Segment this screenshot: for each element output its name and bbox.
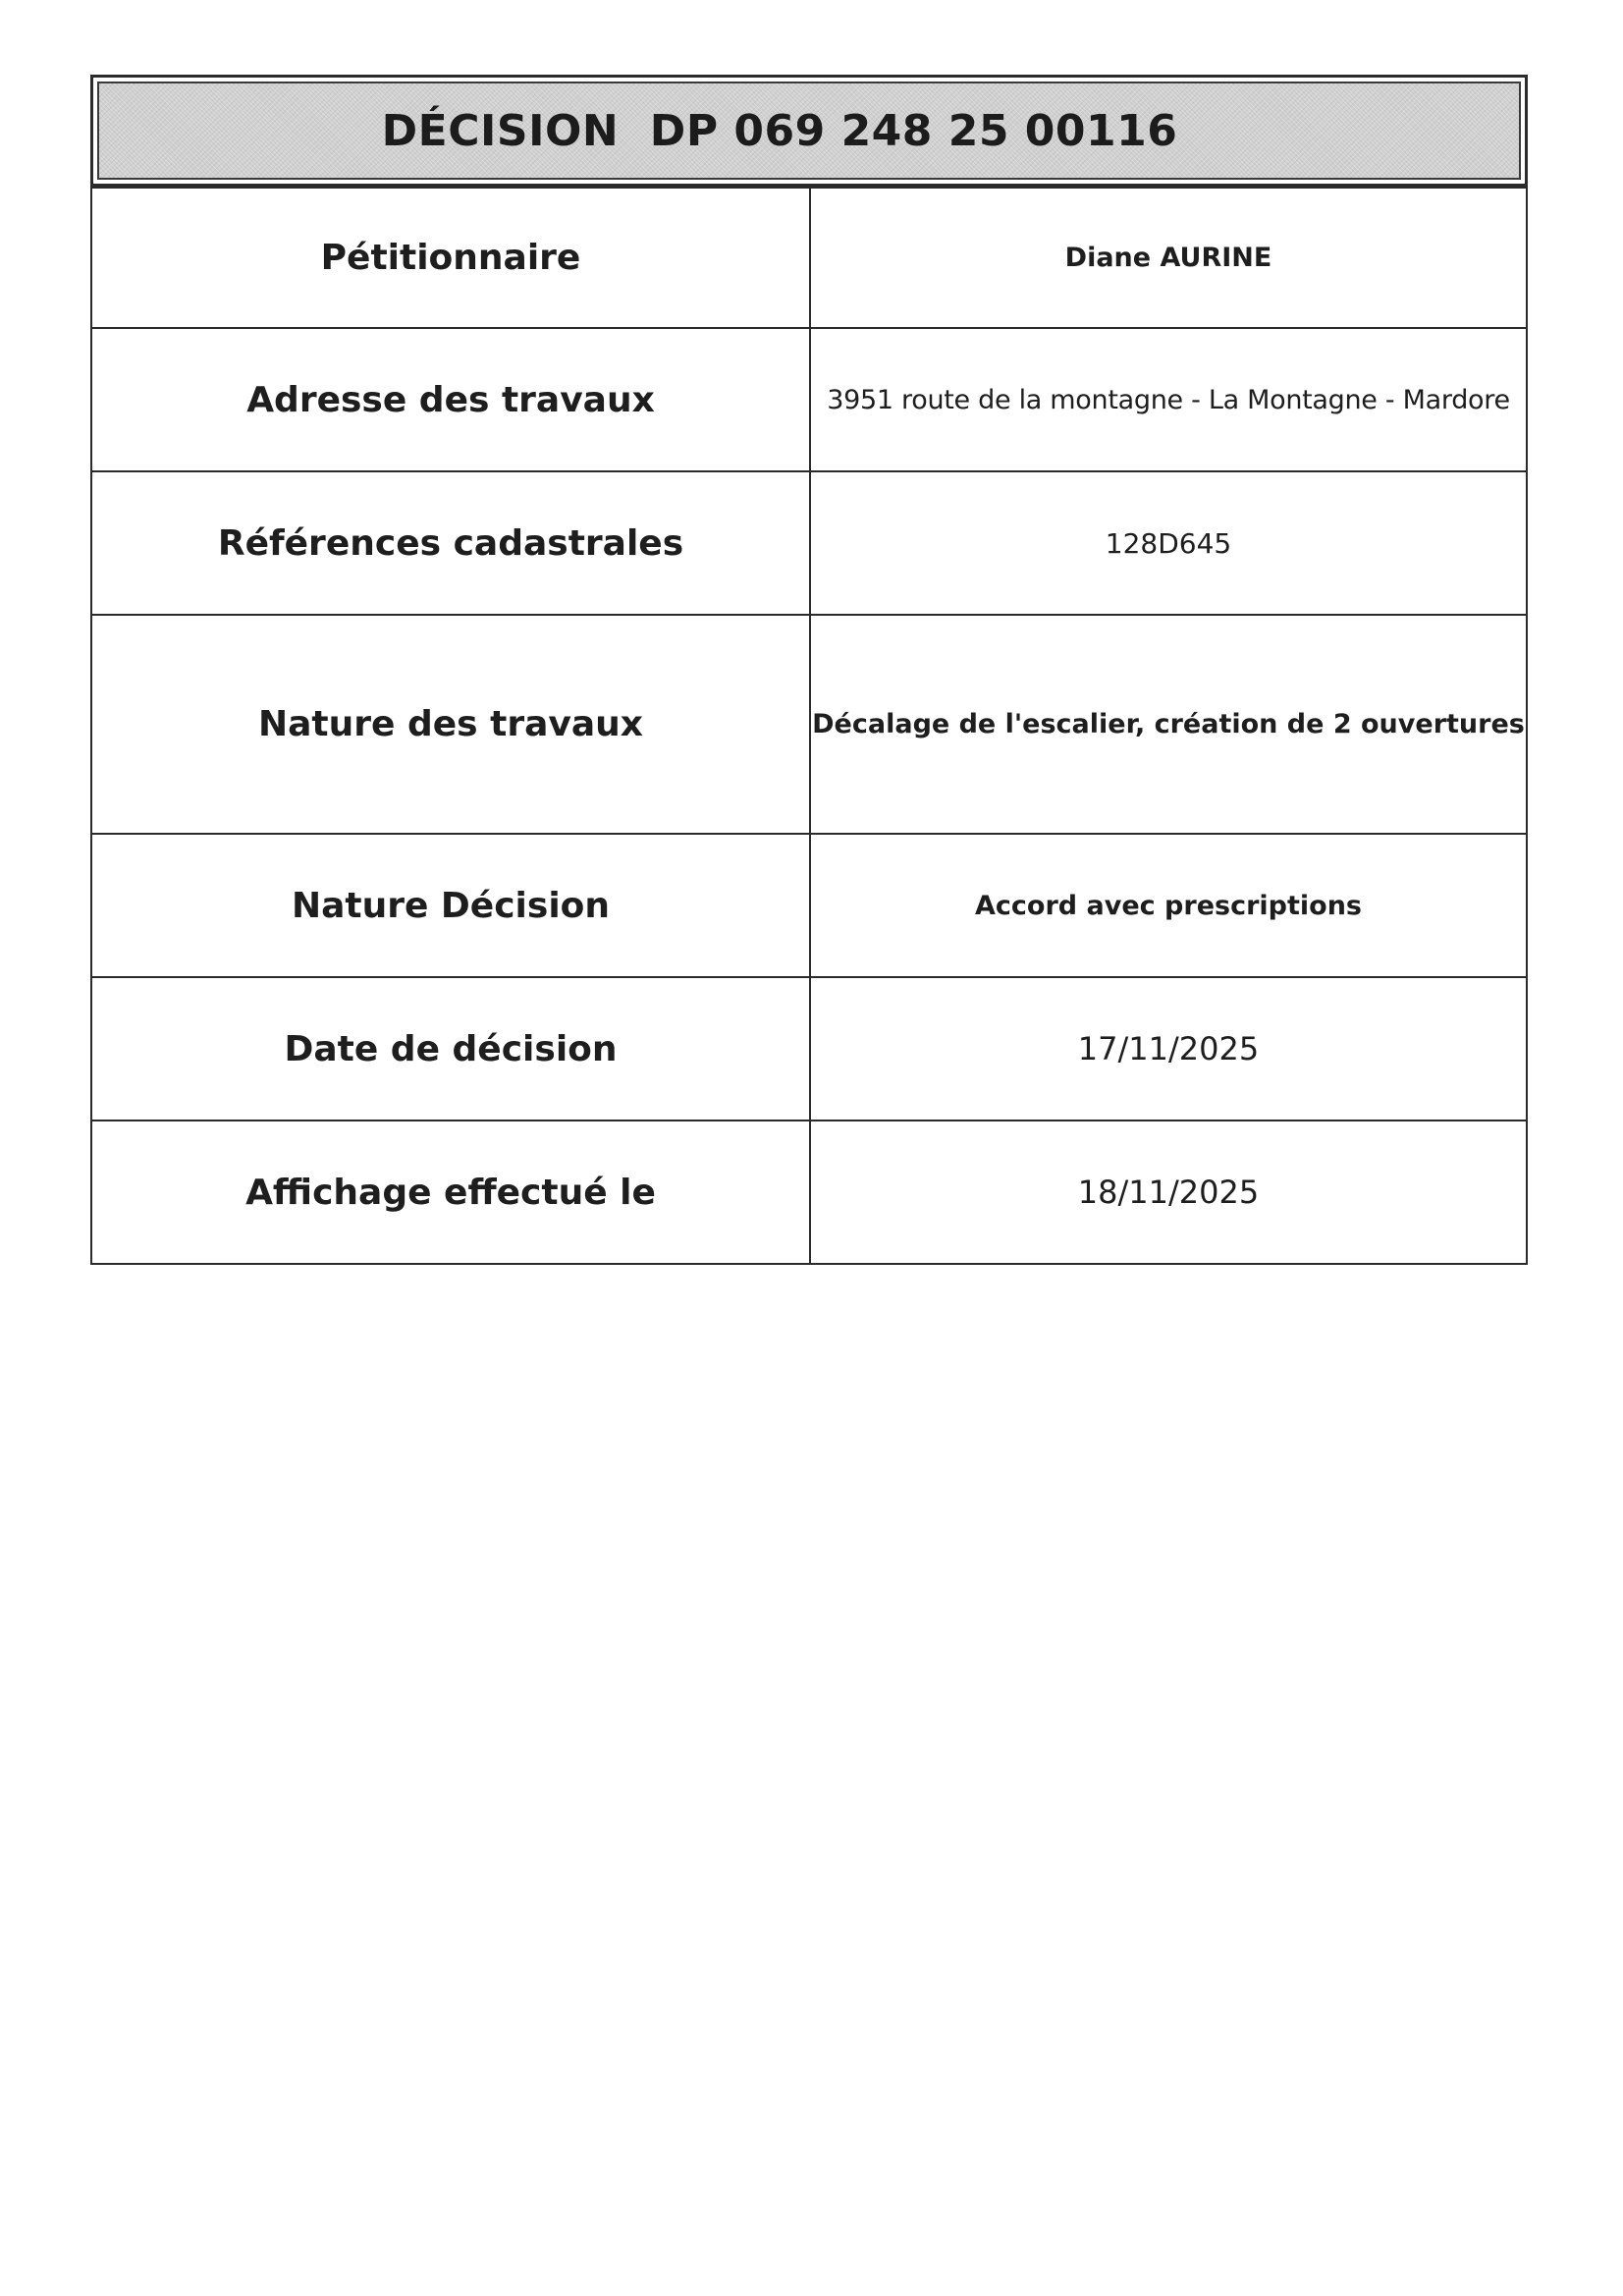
row-value: 17/11/2025 [810, 977, 1527, 1121]
table-row-nature-travaux [91, 615, 1527, 834]
decision-title: DÉCISION DP 069 248 25 00116 [381, 105, 1178, 156]
row-label: Adresse des travaux [91, 328, 810, 471]
row-label: Nature Décision [91, 834, 810, 977]
row-value: Décalage de l'escalier, création de 2 ouvertures [810, 615, 1527, 834]
table-row-petitionnaire [91, 188, 1527, 328]
row-value: 128D645 [810, 471, 1527, 615]
table-row-references [91, 471, 1527, 615]
row-value: 18/11/2025 [810, 1121, 1527, 1264]
table-row-affichage [91, 1121, 1527, 1264]
decision-title-background [97, 82, 1521, 180]
row-value: 3951 route de la montagne - La Montagne - Mardore [810, 328, 1527, 471]
table-row-date-decision [91, 977, 1527, 1121]
row-label: Références cadastrales [91, 471, 810, 615]
decision-info-table [90, 187, 1528, 1265]
table-row-nature-decision [91, 834, 1527, 977]
row-label: Date de décision [91, 977, 810, 1121]
table-row-adresse [91, 328, 1527, 471]
row-label: Affichage effectué le [91, 1121, 810, 1264]
row-value: Accord avec prescriptions [810, 834, 1527, 977]
row-label: Nature des travaux [91, 615, 810, 834]
decision-title-banner [90, 75, 1528, 187]
row-value: Diane AURINE [810, 188, 1527, 328]
row-label: Pétitionnaire [91, 188, 810, 328]
